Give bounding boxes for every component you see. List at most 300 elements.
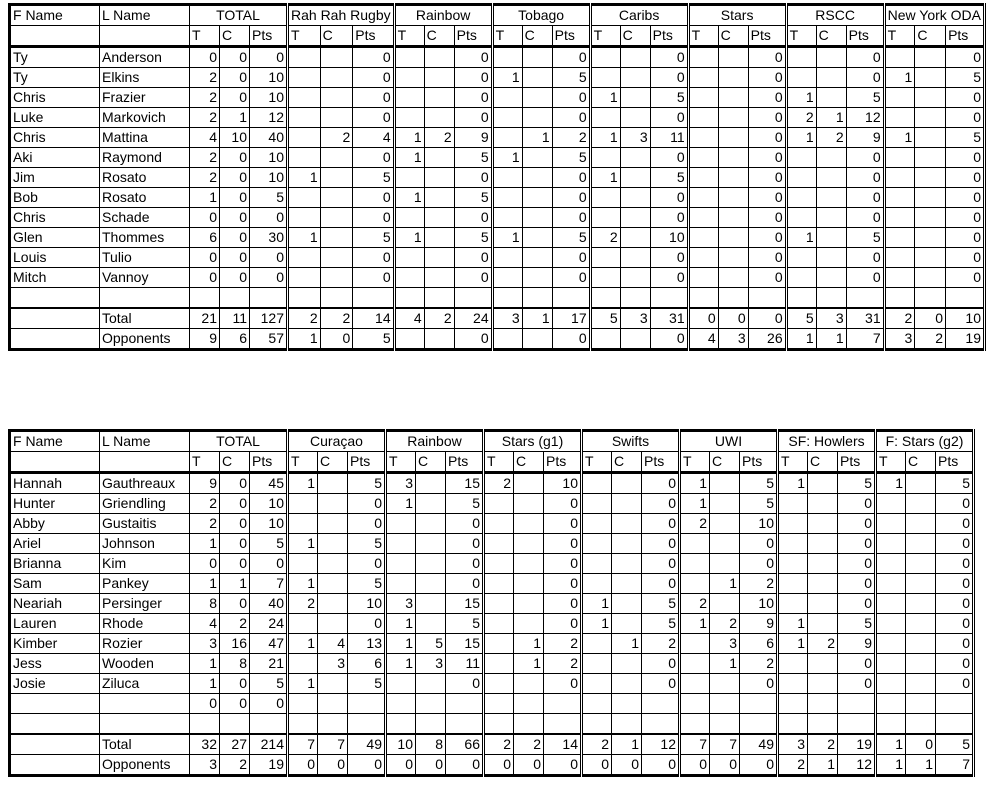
points-cell: 0: [454, 88, 492, 108]
opponents-row: [10, 329, 985, 350]
player-row: [10, 494, 974, 514]
conversions-cell: [718, 128, 748, 148]
conversions-cell: 3: [620, 128, 650, 148]
points-cell: 0: [552, 108, 590, 128]
points-cell: 0: [454, 248, 492, 268]
first-name-cell: Josie: [10, 674, 100, 694]
tries-header: T: [394, 26, 424, 47]
first-name-cell: [10, 755, 100, 776]
tries-cell: 2: [778, 755, 808, 776]
tries-cell: 1: [288, 574, 318, 594]
conversions-cell: [522, 168, 552, 188]
points-header: Pts: [946, 26, 985, 47]
conversions-cell: 1: [710, 654, 740, 674]
points-cell: 5: [946, 128, 985, 148]
tries-cell: [394, 288, 424, 309]
tries-cell: [680, 694, 710, 714]
conversions-cell: [320, 288, 353, 309]
tries-cell: [288, 694, 318, 714]
points-cell: 2: [552, 128, 590, 148]
conversions-cell: [320, 108, 353, 128]
conversions-cell: 3: [710, 634, 740, 654]
tries-cell: [778, 574, 808, 594]
points-cell: [348, 694, 386, 714]
points-cell: 6: [740, 634, 778, 654]
points-cell: 0: [846, 68, 884, 88]
conversions-cell: [416, 694, 446, 714]
points-cell: 5: [348, 574, 386, 594]
last-name-cell: Griendling: [100, 494, 190, 514]
total-row: [10, 308, 985, 329]
points-cell: 5: [846, 228, 884, 248]
conversions-cell: [915, 248, 946, 268]
tries-cell: 3: [386, 594, 416, 614]
conversions-cell: [710, 473, 740, 494]
tries-cell: [582, 494, 612, 514]
points-cell: 0: [650, 188, 688, 208]
conversions-cell: [320, 88, 353, 108]
player-row: [10, 168, 985, 188]
conversions-cell: [612, 674, 642, 694]
points-cell: 0: [936, 574, 974, 594]
points-cell: 5: [250, 188, 288, 208]
points-cell: 0: [544, 534, 582, 554]
conversions-cell: 1: [514, 634, 544, 654]
conversions-cell: 0: [220, 168, 250, 188]
last-name-cell: Vannoy: [100, 268, 190, 288]
points-cell: 0: [642, 755, 680, 776]
points-cell: 0: [353, 268, 394, 288]
conversions-cell: [320, 68, 353, 88]
points-cell: 0: [846, 168, 884, 188]
tries-cell: [582, 654, 612, 674]
points-cell: 0: [740, 674, 778, 694]
points-cell: 0: [353, 47, 394, 68]
points-cell: 2: [544, 634, 582, 654]
tries-cell: 1: [492, 148, 522, 168]
conversions-cell: 3: [318, 654, 348, 674]
team-header: F: Stars (g2): [876, 431, 974, 452]
tries-cell: [884, 208, 915, 228]
conversions-cell: [424, 47, 454, 68]
points-cell: 5: [552, 228, 590, 248]
points-cell: 10: [250, 514, 288, 534]
conversions-cell: [718, 68, 748, 88]
conversions-cell: [710, 534, 740, 554]
tries-cell: [492, 329, 522, 350]
first-name-cell: Jess: [10, 654, 100, 674]
points-cell: 0: [250, 268, 288, 288]
points-cell: 0: [446, 755, 484, 776]
team-header: New York ODA: [884, 5, 984, 26]
conversions-cell: [318, 674, 348, 694]
points-cell: 5: [348, 674, 386, 694]
conversions-cell: 0: [220, 473, 250, 494]
conversions-cell: 0: [220, 148, 250, 168]
points-cell: 5: [454, 148, 492, 168]
conversions-cell: 2: [808, 634, 838, 654]
team-header: Rah Rah Rugby: [288, 5, 395, 26]
conversions-cell: 16: [220, 634, 250, 654]
first-name-cell: Hunter: [10, 494, 100, 514]
tries-cell: [778, 594, 808, 614]
points-cell: 2: [740, 574, 778, 594]
tries-cell: [688, 148, 718, 168]
tries-cell: 3: [884, 329, 915, 350]
tries-cell: [884, 168, 915, 188]
tries-cell: 1: [394, 128, 424, 148]
points-cell: 0: [936, 514, 974, 534]
conversions-cell: [318, 514, 348, 534]
points-cell: 0: [838, 554, 876, 574]
player-row: [10, 473, 974, 494]
points-header: Pts: [348, 452, 386, 473]
conversions-cell: [906, 473, 936, 494]
last-name-cell: Tulio: [100, 248, 190, 268]
subheader-row: [10, 452, 974, 473]
points-cell: 0: [650, 148, 688, 168]
tries-cell: [786, 188, 816, 208]
first-name-cell: Luke: [10, 108, 100, 128]
tries-cell: [386, 714, 416, 735]
conversions-cell: [416, 714, 446, 735]
tries-cell: 7: [288, 734, 318, 755]
conversions-header: C: [620, 26, 650, 47]
conversions-cell: 0: [220, 534, 250, 554]
total-header: TOTAL: [190, 431, 288, 452]
points-cell: [642, 694, 680, 714]
tries-cell: 1: [778, 473, 808, 494]
conversions-cell: [612, 514, 642, 534]
conversions-cell: [416, 674, 446, 694]
tries-cell: 0: [484, 755, 514, 776]
player-row: [10, 68, 985, 88]
points-cell: 19: [946, 329, 985, 350]
points-cell: 10: [946, 308, 985, 329]
tries-cell: [484, 614, 514, 634]
points-cell: 0: [642, 554, 680, 574]
points-header: Pts: [250, 452, 288, 473]
tries-cell: [492, 188, 522, 208]
conversions-cell: 2: [808, 734, 838, 755]
first-name-cell: Louis: [10, 248, 100, 268]
tries-cell: [582, 534, 612, 554]
points-cell: 0: [936, 654, 974, 674]
conversions-cell: [718, 88, 748, 108]
points-header: Pts: [650, 26, 688, 47]
blank-cell: [10, 26, 100, 47]
conversions-cell: 0: [220, 268, 250, 288]
points-cell: [544, 714, 582, 735]
tries-cell: [680, 574, 710, 594]
tries-cell: [484, 574, 514, 594]
points-cell: 0: [250, 554, 288, 574]
tries-cell: [484, 714, 514, 735]
conversions-cell: [718, 108, 748, 128]
tries-cell: 1: [288, 329, 321, 350]
tries-cell: 1: [680, 473, 710, 494]
points-cell: 0: [936, 594, 974, 614]
points-cell: 0: [936, 634, 974, 654]
tries-cell: 1: [394, 188, 424, 208]
tries-cell: [876, 654, 906, 674]
conversions-cell: 2: [220, 614, 250, 634]
points-cell: [748, 288, 786, 309]
points-cell: 0: [552, 168, 590, 188]
points-cell: 17: [552, 308, 590, 329]
points-cell: [838, 694, 876, 714]
conversions-cell: [718, 268, 748, 288]
conversions-cell: [808, 614, 838, 634]
tries-header: T: [778, 452, 808, 473]
tries-cell: 1: [590, 168, 620, 188]
tries-cell: [582, 674, 612, 694]
points-cell: 10: [250, 148, 288, 168]
tries-cell: [590, 148, 620, 168]
player-row: [10, 88, 985, 108]
points-cell: [353, 288, 394, 309]
conversions-cell: 0: [220, 494, 250, 514]
conversions-cell: 0: [906, 734, 936, 755]
tries-cell: [190, 714, 220, 735]
conversions-cell: [620, 108, 650, 128]
conversions-cell: [620, 248, 650, 268]
conversions-cell: 0: [514, 755, 544, 776]
conversions-cell: [318, 714, 348, 735]
tries-cell: [386, 554, 416, 574]
points-cell: 0: [748, 148, 786, 168]
points-cell: 0: [544, 574, 582, 594]
points-cell: 12: [838, 755, 876, 776]
points-cell: 0: [454, 47, 492, 68]
tries-cell: [786, 47, 816, 68]
points-cell: 0: [454, 68, 492, 88]
conversions-cell: 0: [220, 228, 250, 248]
player-row: [10, 514, 974, 534]
tries-cell: [786, 288, 816, 309]
points-cell: 0: [838, 494, 876, 514]
player-row: [10, 574, 974, 594]
tries-cell: 2: [484, 734, 514, 755]
conversions-cell: [620, 68, 650, 88]
points-cell: 0: [353, 68, 394, 88]
tries-cell: [484, 494, 514, 514]
conversions-cell: [612, 694, 642, 714]
points-cell: 10: [250, 168, 288, 188]
conversions-cell: [220, 714, 250, 735]
conversions-cell: [416, 534, 446, 554]
tries-cell: [386, 514, 416, 534]
conversions-cell: 1: [612, 634, 642, 654]
last-name-cell: Persinger: [100, 594, 190, 614]
tries-cell: 0: [190, 554, 220, 574]
conversions-cell: 0: [220, 514, 250, 534]
team-header: Curaçao: [288, 431, 386, 452]
first-name-cell: Glen: [10, 228, 100, 248]
tries-cell: 8: [190, 594, 220, 614]
points-cell: 0: [552, 47, 590, 68]
points-cell: [642, 714, 680, 735]
conversions-cell: 2: [710, 614, 740, 634]
tries-cell: [582, 714, 612, 735]
last-name-cell: [100, 714, 190, 735]
blank-cell: [100, 26, 190, 47]
points-header: Pts: [642, 452, 680, 473]
points-cell: 5: [454, 228, 492, 248]
tries-cell: [680, 634, 710, 654]
tries-cell: [778, 514, 808, 534]
conversions-cell: [816, 148, 846, 168]
conversions-cell: 10: [220, 128, 250, 148]
conversions-header: C: [424, 26, 454, 47]
points-header: Pts: [552, 26, 590, 47]
points-cell: 0: [946, 148, 985, 168]
points-cell: 26: [748, 329, 786, 350]
first-name-cell: [10, 734, 100, 755]
tries-cell: [484, 674, 514, 694]
points-cell: 0: [846, 208, 884, 228]
tries-cell: [786, 248, 816, 268]
points-cell: 0: [838, 654, 876, 674]
tries-cell: [884, 148, 915, 168]
conversions-cell: [514, 594, 544, 614]
tries-cell: [688, 88, 718, 108]
first-name-cell: Ty: [10, 47, 100, 68]
points-cell: 40: [250, 128, 288, 148]
player-row: [10, 268, 985, 288]
tries-cell: [492, 108, 522, 128]
conversions-cell: [612, 714, 642, 735]
tries-cell: [778, 494, 808, 514]
tries-cell: [884, 288, 915, 309]
conversions-cell: [416, 514, 446, 534]
tries-cell: [492, 168, 522, 188]
points-cell: 7: [250, 574, 288, 594]
tries-cell: [190, 288, 220, 309]
tries-cell: 2: [190, 168, 220, 188]
tries-cell: [492, 288, 522, 309]
player-row: [10, 47, 985, 68]
conversions-cell: [416, 594, 446, 614]
last-name-cell: Gauthreaux: [100, 473, 190, 494]
tries-cell: 1: [386, 654, 416, 674]
first-name-cell: Aki: [10, 148, 100, 168]
tries-cell: [288, 514, 318, 534]
conversions-cell: [612, 574, 642, 594]
conversions-cell: [808, 534, 838, 554]
player-row: [10, 694, 974, 714]
points-cell: 0: [552, 248, 590, 268]
tries-cell: [492, 248, 522, 268]
tries-cell: 2: [190, 68, 220, 88]
conversions-cell: [915, 228, 946, 248]
conversions-cell: [718, 168, 748, 188]
points-cell: [348, 714, 386, 735]
conversions-cell: [816, 188, 846, 208]
total-row: [10, 734, 974, 755]
tries-cell: [786, 148, 816, 168]
tries-cell: 1: [884, 68, 915, 88]
tries-cell: [876, 514, 906, 534]
points-cell: 0: [348, 614, 386, 634]
points-cell: 24: [250, 614, 288, 634]
tries-cell: [288, 714, 318, 735]
points-cell: 10: [250, 88, 288, 108]
tries-cell: 1: [190, 188, 220, 208]
conversions-cell: [718, 288, 748, 309]
points-cell: 5: [348, 473, 386, 494]
conversions-cell: [522, 188, 552, 208]
conversions-cell: [915, 168, 946, 188]
conversions-cell: [522, 268, 552, 288]
points-cell: [544, 694, 582, 714]
conversions-header: C: [522, 26, 552, 47]
tries-cell: 2: [288, 594, 318, 614]
tries-cell: 1: [680, 614, 710, 634]
conversions-cell: [718, 188, 748, 208]
points-cell: 5: [846, 88, 884, 108]
conversions-cell: 0: [416, 755, 446, 776]
conversions-cell: [424, 68, 454, 88]
points-cell: 0: [454, 208, 492, 228]
subheader-row: [10, 26, 985, 47]
points-cell: 0: [748, 88, 786, 108]
team-header: Rainbow: [386, 431, 484, 452]
tries-cell: [492, 47, 522, 68]
tries-cell: [884, 47, 915, 68]
tries-cell: 1: [288, 634, 318, 654]
tries-cell: [582, 574, 612, 594]
tries-cell: [288, 148, 321, 168]
conversions-cell: [318, 694, 348, 714]
conversions-cell: [220, 288, 250, 309]
tries-cell: [688, 288, 718, 309]
points-cell: 0: [650, 47, 688, 68]
tries-cell: [876, 634, 906, 654]
points-cell: 10: [650, 228, 688, 248]
conversions-cell: [710, 674, 740, 694]
points-cell: 0: [454, 168, 492, 188]
tries-cell: 1: [288, 168, 321, 188]
conversions-cell: [808, 574, 838, 594]
conversions-cell: [906, 634, 936, 654]
player-row: [10, 534, 974, 554]
conversions-cell: [710, 714, 740, 735]
first-name-cell: Chris: [10, 88, 100, 108]
conversions-cell: [522, 288, 552, 309]
tries-cell: [492, 268, 522, 288]
points-cell: 0: [846, 148, 884, 168]
tries-cell: [876, 554, 906, 574]
conversions-cell: [424, 228, 454, 248]
tries-header: T: [876, 452, 906, 473]
points-cell: 0: [846, 248, 884, 268]
tries-cell: [778, 534, 808, 554]
points-cell: 0: [446, 674, 484, 694]
conversions-cell: [522, 68, 552, 88]
conversions-cell: [718, 228, 748, 248]
tries-cell: [884, 108, 915, 128]
conversions-cell: [522, 148, 552, 168]
tries-cell: 2: [190, 514, 220, 534]
tries-cell: [484, 554, 514, 574]
conversions-cell: [808, 674, 838, 694]
tries-cell: [680, 714, 710, 735]
first-name-cell: [10, 308, 100, 329]
points-cell: 5: [348, 534, 386, 554]
conversions-cell: [718, 47, 748, 68]
tries-cell: 3: [778, 734, 808, 755]
